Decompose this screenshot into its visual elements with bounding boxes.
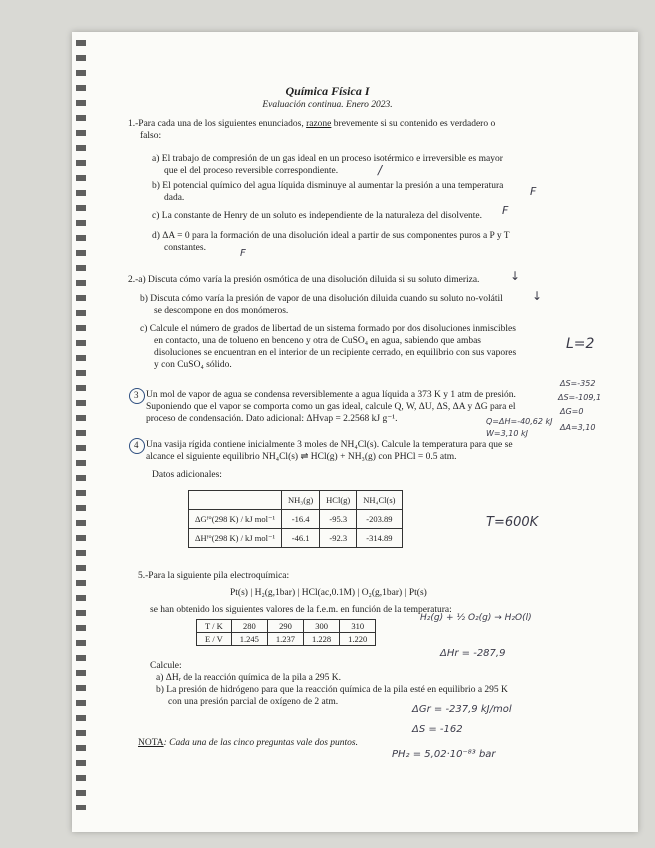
q1-item-c — [152, 210, 482, 222]
q2-c-line1: c) Calcule el número de grados de libertad de un sistema formado por dos disoluciones inmiscibles — [140, 324, 516, 334]
q3-note-2: ΔS=-109,1 — [558, 393, 602, 402]
thermo-data-table — [188, 490, 403, 548]
q5-number: 5.- — [138, 571, 149, 581]
q1-item-d — [152, 230, 510, 242]
q1-emphasis: razone — [306, 119, 332, 129]
q2-b-line1: b) Discuta cómo varía la presión de vapor de una disolución diluida cuando su soluto no-volátil — [140, 294, 503, 304]
q3-note-3: ΔG=0 — [560, 407, 584, 416]
q2-b-line2: se descompone en dos monómeros. — [154, 306, 289, 316]
nota-label: NOTA — [138, 738, 164, 748]
q5-note-reaction: H₂(g) + ½ O₂(g) → H₂O(l) — [420, 613, 532, 623]
q5-note-dg: ΔGr = -237,9 kJ/mol — [412, 704, 512, 715]
table-row-label: T / K — [197, 620, 232, 633]
nota-line — [138, 737, 358, 749]
table-row-label: ΔHᶠ°(298 K) / kJ mol⁻¹ — [189, 529, 282, 548]
q1-item-b-line1: El potencial químico del agua líquida disminuye al aumentar la presión a una temperatura — [162, 181, 504, 191]
q3-note-4: Q=ΔH=-40,62 kJ — [486, 417, 553, 426]
q1-intro-text-2: brevemente si su contenido es verdadero o — [333, 119, 496, 129]
table-cell: -95.3 — [320, 510, 357, 529]
table-row-label: ΔGᶠ°(298 K) / kJ mol⁻¹ — [189, 510, 282, 529]
q1-item-b-mark: F — [530, 185, 537, 198]
q2-c-line4: y con CuSO₄ sólido. — [154, 360, 232, 370]
q1-item-b-line2: dada. — [164, 193, 185, 203]
table-header-cell: NH₄Cl(s) — [357, 491, 402, 510]
exam-subtitle: Evaluación continua. Enero 2023. — [262, 100, 393, 110]
q1-intro-end: falso: — [140, 131, 162, 141]
table-cell: 300 — [304, 620, 340, 633]
q1-item-b — [152, 180, 503, 192]
q3-note-5: W=3,10 kJ — [486, 429, 528, 438]
q5-intro — [138, 570, 289, 582]
table-cell: 310 — [340, 620, 376, 633]
q1-item-a-mark: / — [378, 163, 383, 177]
q1-item-c-mark: F — [502, 204, 509, 217]
q1-item-d-label: d) — [152, 231, 160, 241]
table-cell: -314.89 — [357, 529, 402, 548]
q1-item-c-label: c) — [152, 211, 160, 221]
table-cell: -16.4 — [282, 510, 320, 529]
q5-cell-notation: Pt(s) | H₂(g,1bar) | HCl(ac,0.1M) | O₂(g,1bar) | Pt(s) — [230, 588, 427, 598]
q1-item-b-label: b) — [152, 181, 160, 191]
q2-a-mark: ↓ — [510, 269, 521, 283]
q1-item-d-line2: constantes. — [164, 243, 206, 253]
q4-line1: Una vasija rígida contiene inicialmente 3 moles de NH₄Cl(s). Calcule la temperatura para que se — [146, 440, 513, 450]
q1-number: 1.- — [128, 119, 139, 129]
q3-note-6: ΔA=3,10 — [560, 423, 596, 432]
q3-line3: proceso de condensación. Dato adicional: ΔHvap = 2.2568 kJ g⁻¹. — [146, 414, 398, 424]
q1-intro-text: Para cada una de los siguientes enunciados, — [138, 119, 304, 129]
table-row — [189, 510, 403, 529]
table-cell: -92.3 — [320, 529, 357, 548]
table-row — [197, 620, 376, 633]
nota-text: : Cada una de las cinco preguntas vale dos puntos. — [163, 738, 359, 748]
q1-item-d-mark: F — [240, 248, 246, 259]
emf-data-table — [196, 619, 376, 646]
q3-line1: Un mol de vapor de agua se condensa reversiblemente a agua líquida a 373 K y 1 atm de presión. — [146, 390, 516, 400]
q5-b-line2: con una presión parcial de oxígeno de 2 atm. — [168, 697, 339, 707]
q1-intro — [128, 118, 495, 130]
table-cell: 1.237 — [267, 633, 303, 646]
table-cell: -203.89 — [357, 510, 402, 529]
q1-item-a-line1: El trabajo de compresión de un gas ideal en un proceso isotérmico e irreversible es mayor — [161, 154, 503, 164]
table-header-row — [189, 491, 403, 510]
q1-item-a-label: a) — [152, 154, 160, 164]
q4-line2: alcance el siguiente equilibrio NH₄Cl(s) ⇌ HCl(g) + NH₃(g) con PHCl = 0.5 atm. — [146, 452, 457, 462]
table-header-cell: HCl(g) — [320, 491, 357, 510]
q2-c-mark: L=2 — [566, 336, 595, 352]
q1-item-c-line1: La constante de Henry de un soluto es independiente de la naturaleza del disolvente. — [161, 211, 483, 221]
table-cell: 1.228 — [304, 633, 340, 646]
q2-b-mark: ↓ — [532, 289, 543, 303]
table-row — [189, 529, 403, 548]
q2-number: 2.- — [128, 275, 139, 285]
q1-item-d-line1: ΔA = 0 para la formación de una disolución ideal a partir de sus componentes puros a P y T — [162, 231, 510, 241]
exam-title: Química Física I — [285, 84, 370, 98]
q1-item-a-line2: que el del proceso reversible correspondiente. — [164, 166, 339, 176]
q5-calc-label: Calcule: — [150, 661, 182, 671]
q5-note-ph2: PH₂ = 5,02·10⁻⁸³ bar — [392, 749, 496, 760]
table-header-cell — [189, 491, 282, 510]
q2-a-text: a) Discuta cómo varía la presión osmótica de una disolución diluida si su soluto dimeriza. — [138, 275, 480, 285]
q5-b-line1: b) La presión de hidrógeno para que la reacción química de la pila esté en equilibrio a 295 K — [156, 685, 508, 695]
q5-note-ds: ΔS = -162 — [412, 724, 463, 735]
table-cell: 280 — [231, 620, 267, 633]
q2-c-line3: disoluciones se encuentran en el interior de un recipiente cerrado, en equilibrio con sus vapores — [154, 348, 517, 358]
q5-intro2: se han obtenido los siguientes valores de la f.e.m. en función de la temperatura: — [150, 605, 452, 615]
table-cell: 1.220 — [340, 633, 376, 646]
q4-answer: T=600K — [486, 515, 539, 530]
table-header-cell: NH₃(g) — [282, 491, 320, 510]
table-row — [197, 633, 376, 646]
q5-note-dh: ΔHr = -287,9 — [440, 648, 506, 659]
q2-c-line2: en contacto, una de tolueno en benceno y otra de CuSO₄ en agua, sabiendo que ambas — [154, 336, 481, 346]
q5-intro-text: Para la siguiente pila electroquímica: — [148, 571, 290, 581]
table-cell: 1.245 — [231, 633, 267, 646]
q4-number: 4 — [134, 440, 139, 450]
q3-number: 3 — [134, 390, 139, 400]
q5-a: a) ΔHᵣ de la reacción química de la pila a 295 K. — [156, 673, 342, 683]
q3-line2: Suponiendo que el vapor se comporta como un gas ideal, calcule Q, W, ΔU, ΔS, ΔA y ΔG para el — [146, 402, 516, 412]
q3-note-1: ΔS=-352 — [560, 379, 596, 388]
table-row-label: E / V — [197, 633, 232, 646]
q1-item-a — [152, 153, 503, 165]
q4-extra-label: Datos adicionales: — [152, 470, 222, 480]
table-cell: 290 — [267, 620, 303, 633]
table-cell: -46.1 — [282, 529, 320, 548]
q2-a — [128, 274, 479, 286]
